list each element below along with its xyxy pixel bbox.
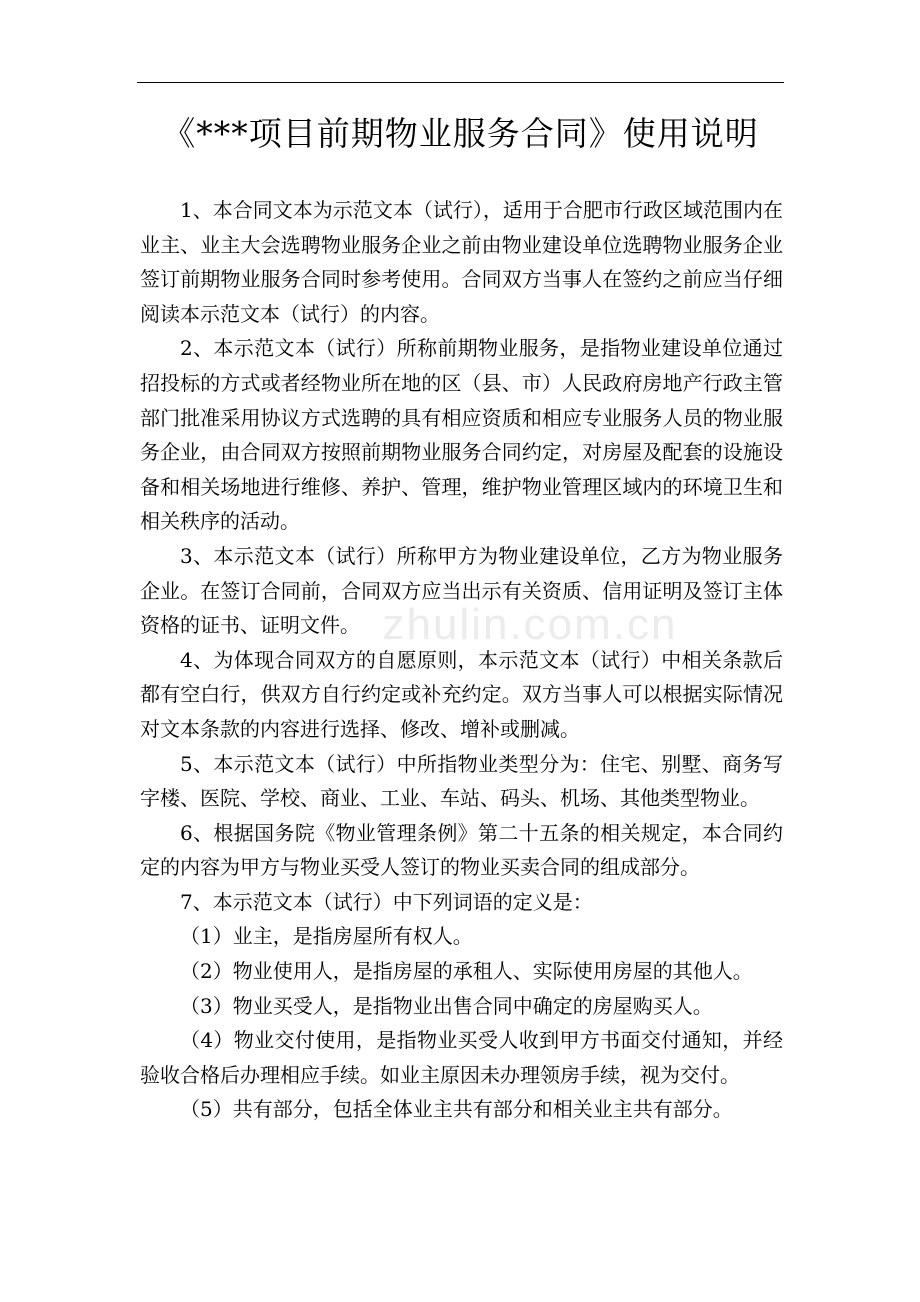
paragraph-5: 5、本示范文本（试行）中所指物业类型分为：住宅、别墅、商务写字楼、医院、学校、商业、工业、车站、码头、机场、其他类型物业。 xyxy=(140,751,783,811)
paragraph-3: 3、本示范文本（试行）所称甲方为物业建设单位，乙方为物业服务企业。在签订合同前，合同双方应当出示有关资质、信用证明及签订主体资格的证书、证明文件。 xyxy=(140,543,783,638)
paragraph-4: 4、为体现合同双方的自愿原则，本示范文本（试行）中相关条款后都有空白行，供双方自行约定或补充约定。双方当事人可以根据实际情况对文本条款的内容进行选择、修改、增补或删减。 xyxy=(140,647,783,741)
definition-5: （5）共有部分，包括全体业主共有部分和相关业主共有部分。 xyxy=(180,1097,733,1122)
paragraph-7: 7、本示范文本（试行）中下列词语的定义是： xyxy=(180,889,593,914)
definition-2: （2）物业使用人，是指房屋的承租人、实际使用房屋的其他人。 xyxy=(180,959,753,984)
paragraph-2: 2、本示范文本（试行）所称前期物业服务，是指物业建设单位通过招投标的方式或者经物业所在地的区（县、市）人民政府房地产行政主管部门批准采用协议方式选聘的具有相应资质和相应专业服务人员的物业服务企业，由合同双方按照前期物业服务合同约定，对房屋及配套的设施设备和相关场地进行维修、养护、管理，维护物业管理区域内的环境卫生和相关秩序的活动。 xyxy=(140,336,783,534)
paragraph-6: 6、根据国务院《物业管理条例》第二十五条的相关规定，本合同约定的内容为甲方与物业买受人签订的物业买卖合同的组成部分。 xyxy=(140,820,783,880)
definition-4: （4）物业交付使用，是指物业买受人收到甲方书面交付通知，并经验收合格后办理相应手续。如业主原因未办理领房手续，视为交付。 xyxy=(140,1028,783,1087)
definition-3: （3）物业买受人，是指物业出售合同中确定的房屋购买人。 xyxy=(180,993,713,1018)
paragraph-1: 1、本合同文本为示范文本（试行），适用于合肥市行政区域范围内在业主、业主大会选聘物业服务企业之前由物业建设单位选聘物业服务企业签订前期物业服务合同时参考使用。合同双方当事人在签约之前应当仔细阅读本示范文本（试行）的内容。 xyxy=(140,198,783,326)
definition-1: （1）业主，是指房屋所有权人。 xyxy=(180,924,473,949)
document-body xyxy=(140,193,783,1127)
header-rule xyxy=(137,82,784,83)
watermark: zhulin.com.cn xyxy=(382,600,678,649)
document-title: 《***项目前期物业服务合同》使用说明 xyxy=(162,114,759,153)
